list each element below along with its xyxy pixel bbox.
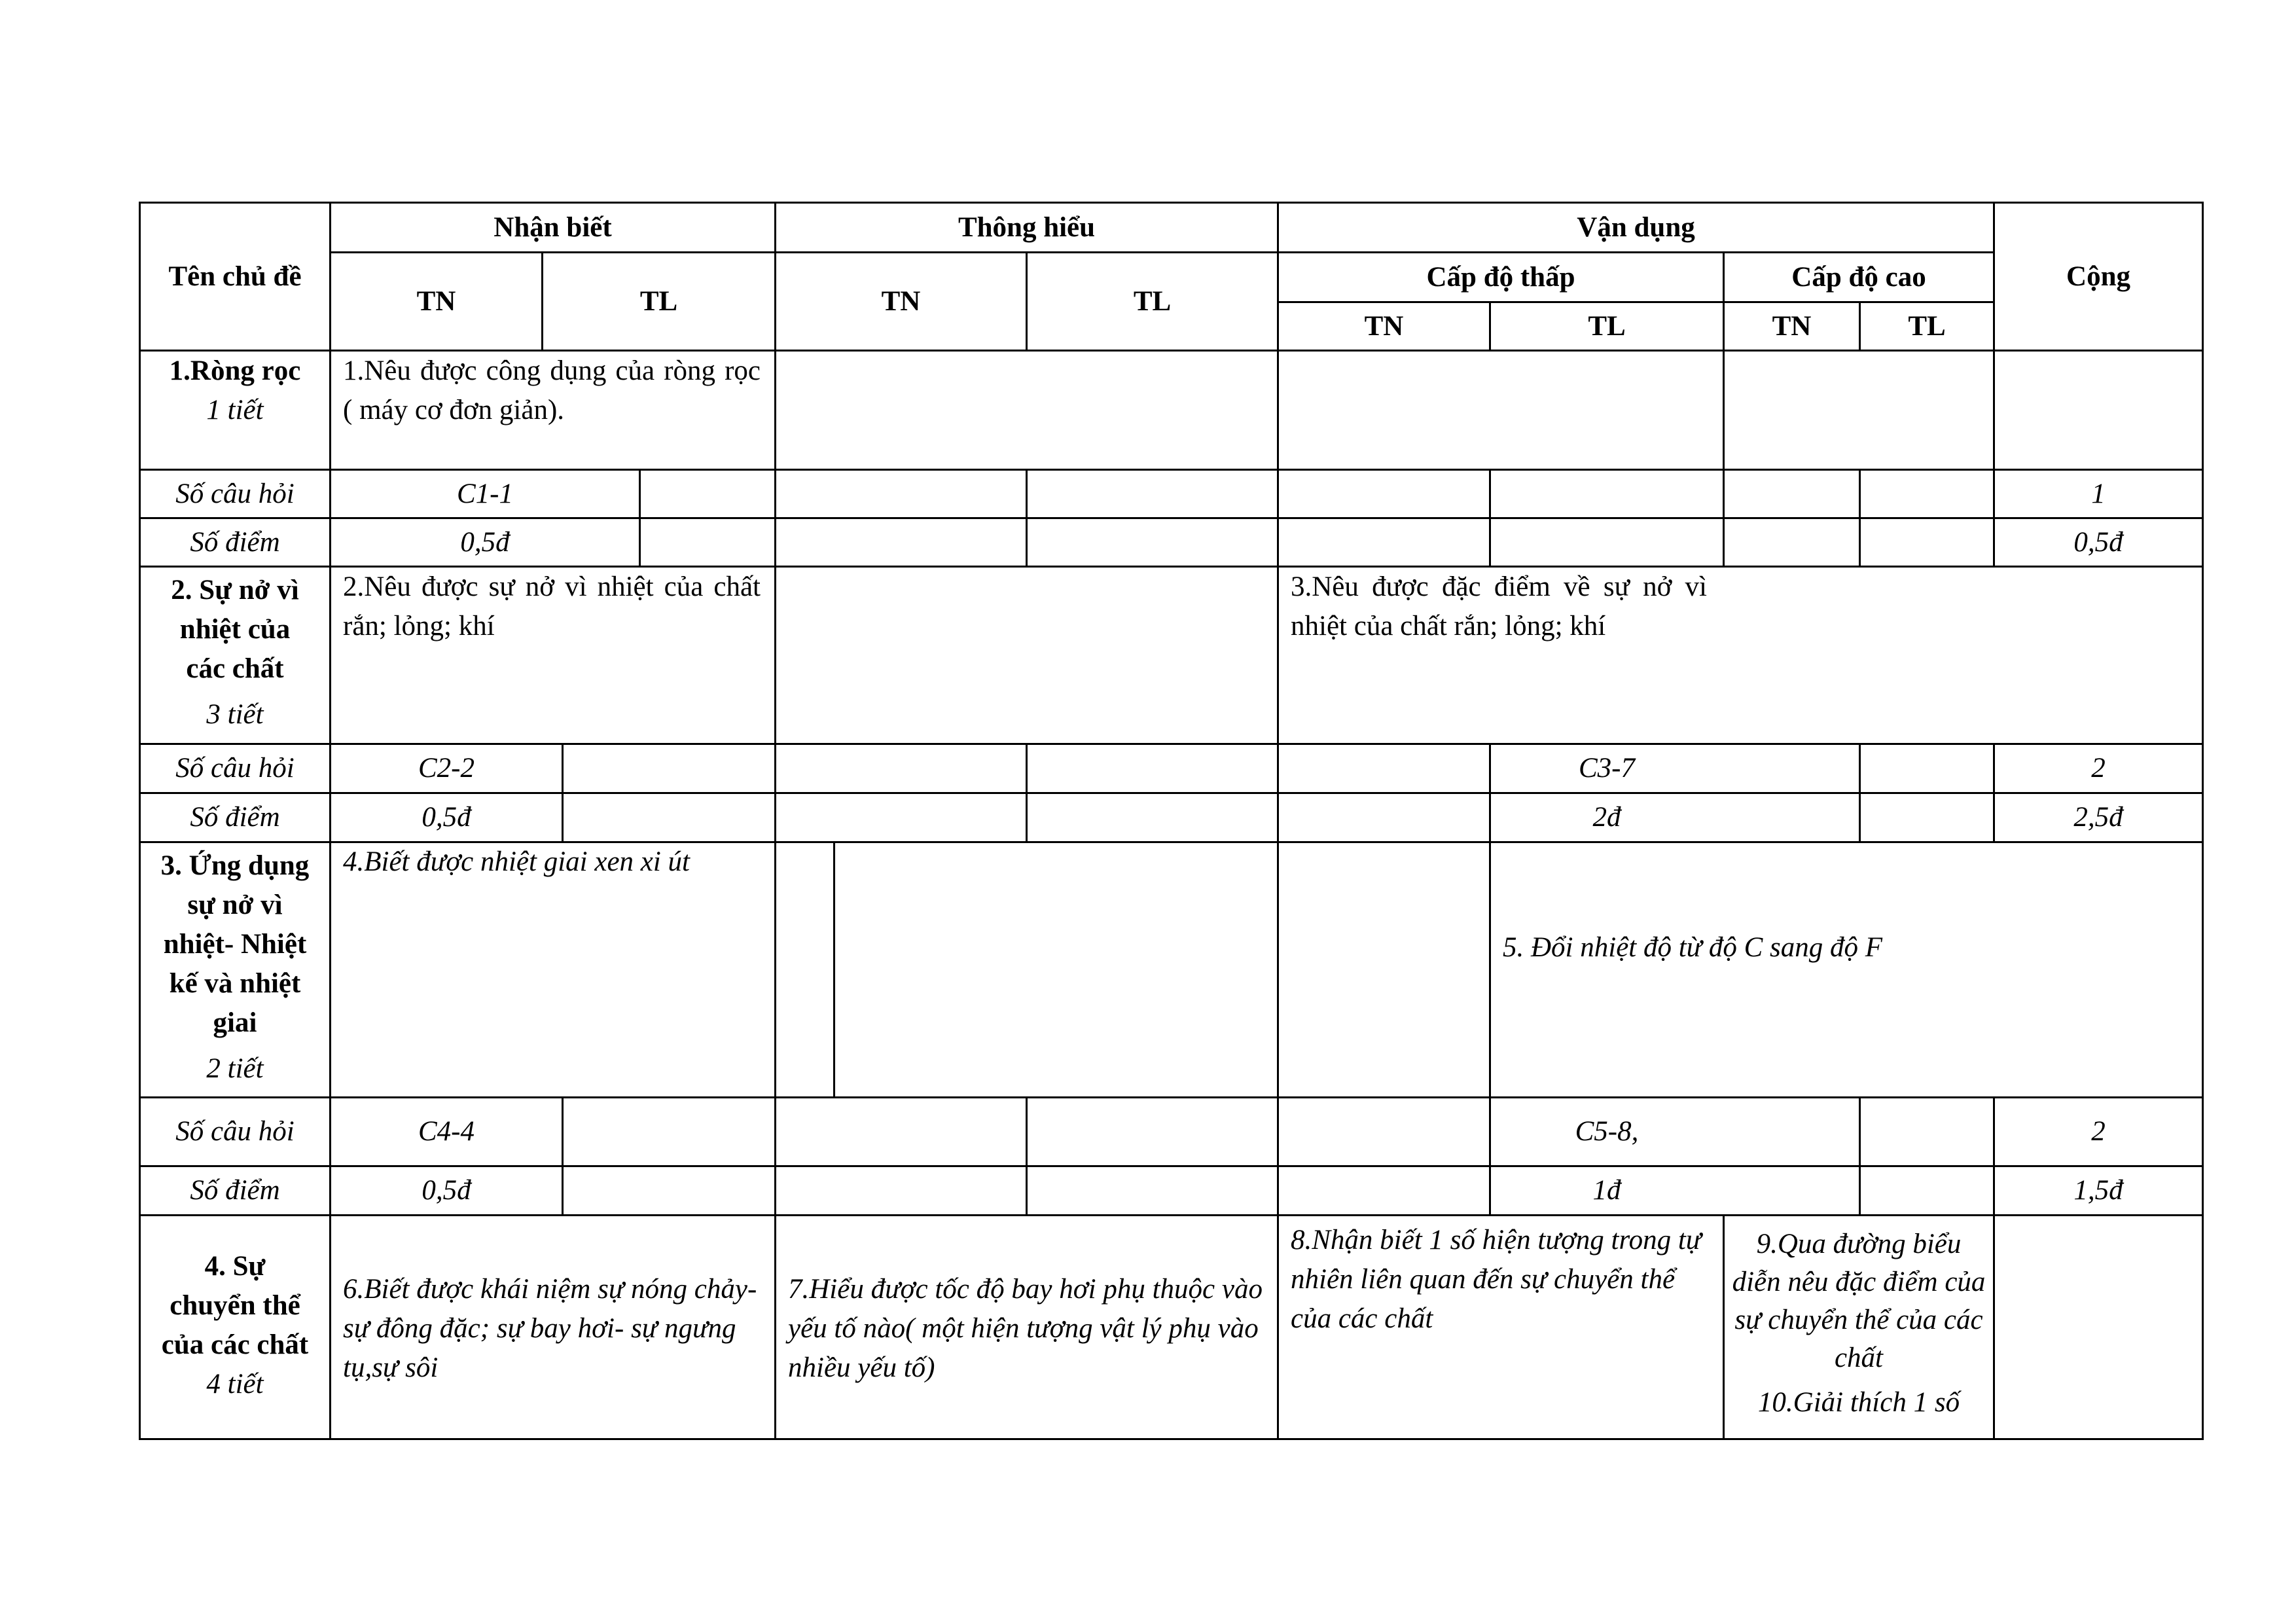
topic-2-name-line-1: 2. Sự nở vì <box>171 575 299 605</box>
topic-4-name-line-2: chuyển thể <box>170 1290 300 1321</box>
topic-4-cell <box>141 1247 329 1404</box>
topic-2-p-nb-tn: 0,5đ <box>422 802 471 833</box>
topic-2-name-line-2: nhiệt của <box>179 614 291 645</box>
row-label-so-diem: Số điểm <box>190 802 280 833</box>
grid-line <box>1026 469 1028 568</box>
topic-1-p-total: 0,5đ <box>2073 526 2123 558</box>
topic-1-cell <box>141 352 329 430</box>
grid-line <box>139 1214 2202 1216</box>
vd-thap-tn-header: TN <box>1364 310 1404 342</box>
topic-3-name-line-5: giai <box>213 1007 257 1038</box>
van-dung-header: Vận dụng <box>1577 211 1695 243</box>
topic-3-name-line-4: kế và nhiệt <box>169 968 301 999</box>
topic-2-nhan-biet-text: 2.Nêu được sự nở vì nhiệt của chất rắn; lỏng; khí <box>343 571 761 641</box>
th-tn-header: TN <box>881 285 921 317</box>
topic-3-name-line-3: nhiệt- Nhiệt <box>163 929 307 960</box>
grid-line <box>1026 1096 1028 1216</box>
table-border-right <box>2202 202 2204 1440</box>
topic-4-name-line-1: 4. Sự <box>204 1251 266 1282</box>
grid-line <box>1277 202 1279 1440</box>
topic-2-name-line-3: các chất <box>186 653 284 684</box>
topic-4-nhan-biet-text: 6.Biết được khái niệm sự nóng chảy- sự đông đặc; sự bay hơi- sự ngưng tụ,sự sôi <box>343 1274 757 1383</box>
row-label-so-cau-hoi: Số câu hỏi <box>175 753 295 784</box>
grid-line <box>1723 1214 1725 1440</box>
topic-3-cell <box>141 846 329 1089</box>
topic-3-q-vd-thap-tl: C5-8, <box>1575 1116 1639 1147</box>
topic-2-periods: 3 tiết <box>206 699 264 730</box>
nhan-biet-header: Nhận biết <box>493 211 612 243</box>
grid-line <box>562 1096 564 1216</box>
topic-4-thong-hieu-text: 7.Hiểu được tốc độ bay hơi phụ thuộc vào yếu tố nào( một hiện tượng vật lý phụ vào nhiều yếu tố) <box>788 1274 1263 1383</box>
grid-line <box>1859 1096 1861 1216</box>
topic-1-q-total: 1 <box>2091 478 2106 509</box>
grid-line <box>1859 743 1861 843</box>
topic-2-p-total: 2,5đ <box>2073 802 2123 833</box>
topic-1-p-nb-tn: 0,5đ <box>460 526 510 558</box>
vd-cao-tl-header: TL <box>1908 310 1946 342</box>
row-label-so-cau-hoi: Số câu hỏi <box>175 1116 295 1147</box>
topic-3-name-line-1: 3. Ứng dụng <box>160 850 310 881</box>
topic-3-periods: 2 tiết <box>206 1053 264 1084</box>
topic-3-van-dung-text: 5. Đổi nhiệt độ từ độ C sang độ F <box>1503 932 1883 963</box>
cap-do-cao-header: Cấp độ cao <box>1791 261 1926 293</box>
topic-2-q-nb-tn: C2-2 <box>418 753 475 784</box>
grid-line <box>774 202 776 1440</box>
nb-tl-header: TL <box>639 285 678 317</box>
topic-3-nhan-biet-text: 4.Biết được nhiệt giai xen xi út <box>343 846 691 877</box>
vd-cao-tn-header: TN <box>1772 310 1812 342</box>
grid-line <box>1859 469 1861 568</box>
nb-tn-header: TN <box>416 285 456 317</box>
grid-line <box>639 469 641 568</box>
topic-3-p-nb-tn: 0,5đ <box>422 1175 471 1206</box>
topic-1-periods: 1 tiết <box>206 395 264 425</box>
topic-4-van-dung-cao-text-2: 10.Giải thích 1 số <box>1757 1387 1960 1418</box>
topic-3-q-nb-tn: C4-4 <box>418 1116 475 1147</box>
topic-4-name-line-3: của các chất <box>161 1329 309 1360</box>
grid-line <box>1993 1214 1995 1440</box>
grid-line <box>833 841 835 1098</box>
topic-3-p-vd-thap-tl: 1đ <box>1592 1175 1621 1206</box>
topic-4-van-dung-thap-text: 8.Nhận biết 1 số hiện tượng trong tự nhiên liên quan đến sự chuyển thể của các chất <box>1291 1225 1702 1334</box>
row-label-so-cau-hoi: Số câu hỏi <box>175 478 295 509</box>
thong-hieu-header: Thông hiểu <box>958 211 1096 243</box>
topic-3-q-total: 2 <box>2091 1116 2106 1147</box>
vd-thap-tl-header: TL <box>1588 310 1626 342</box>
row-label-so-diem: Số điểm <box>190 526 280 558</box>
topic-2-p-vd-thap-tl: 2đ <box>1592 802 1621 833</box>
topic-3-name-line-2: sự nở vì <box>187 890 283 920</box>
row-label-so-diem: Số điểm <box>190 1175 280 1206</box>
grid-line <box>1489 469 1491 568</box>
topic-2-q-total: 2 <box>2091 753 2106 784</box>
cong-header: Cộng <box>2066 261 2130 292</box>
topic-column-header: Tên chủ đề <box>168 261 302 292</box>
th-tl-header: TL <box>1133 285 1172 317</box>
topic-4-van-dung-cao-cell <box>1731 1225 1986 1422</box>
cap-do-thap-header: Cấp độ thấp <box>1426 261 1575 293</box>
topic-4-periods: 4 tiết <box>206 1369 264 1399</box>
grid-line <box>1026 743 1028 843</box>
topic-3-p-total: 1,5đ <box>2073 1175 2123 1206</box>
topic-2-q-vd-thap-tl: C3-7 <box>1579 753 1635 784</box>
topic-1-name: 1.Ròng rọc <box>169 355 301 386</box>
table-border-bottom <box>139 1438 2202 1440</box>
topic-2-van-dung-thap-text: 3.Nêu được đặc điểm về sự nở vì nhiệt của chất rắn; lỏng; khí <box>1291 571 1707 641</box>
grid-line <box>1489 841 1491 1098</box>
topic-1-nhan-biet-text: 1.Nêu được công dụng của ròng rọc ( máy cơ đơn giản). <box>343 355 761 425</box>
topic-1-q-nb-tn: C1-1 <box>457 478 513 509</box>
topic-2-cell <box>141 571 329 734</box>
grid-line <box>562 743 564 843</box>
topic-4-van-dung-cao-text: 9.Qua đường biểu diễn nêu đặc điểm của sự chuyển thể của các chất <box>1732 1229 1986 1373</box>
